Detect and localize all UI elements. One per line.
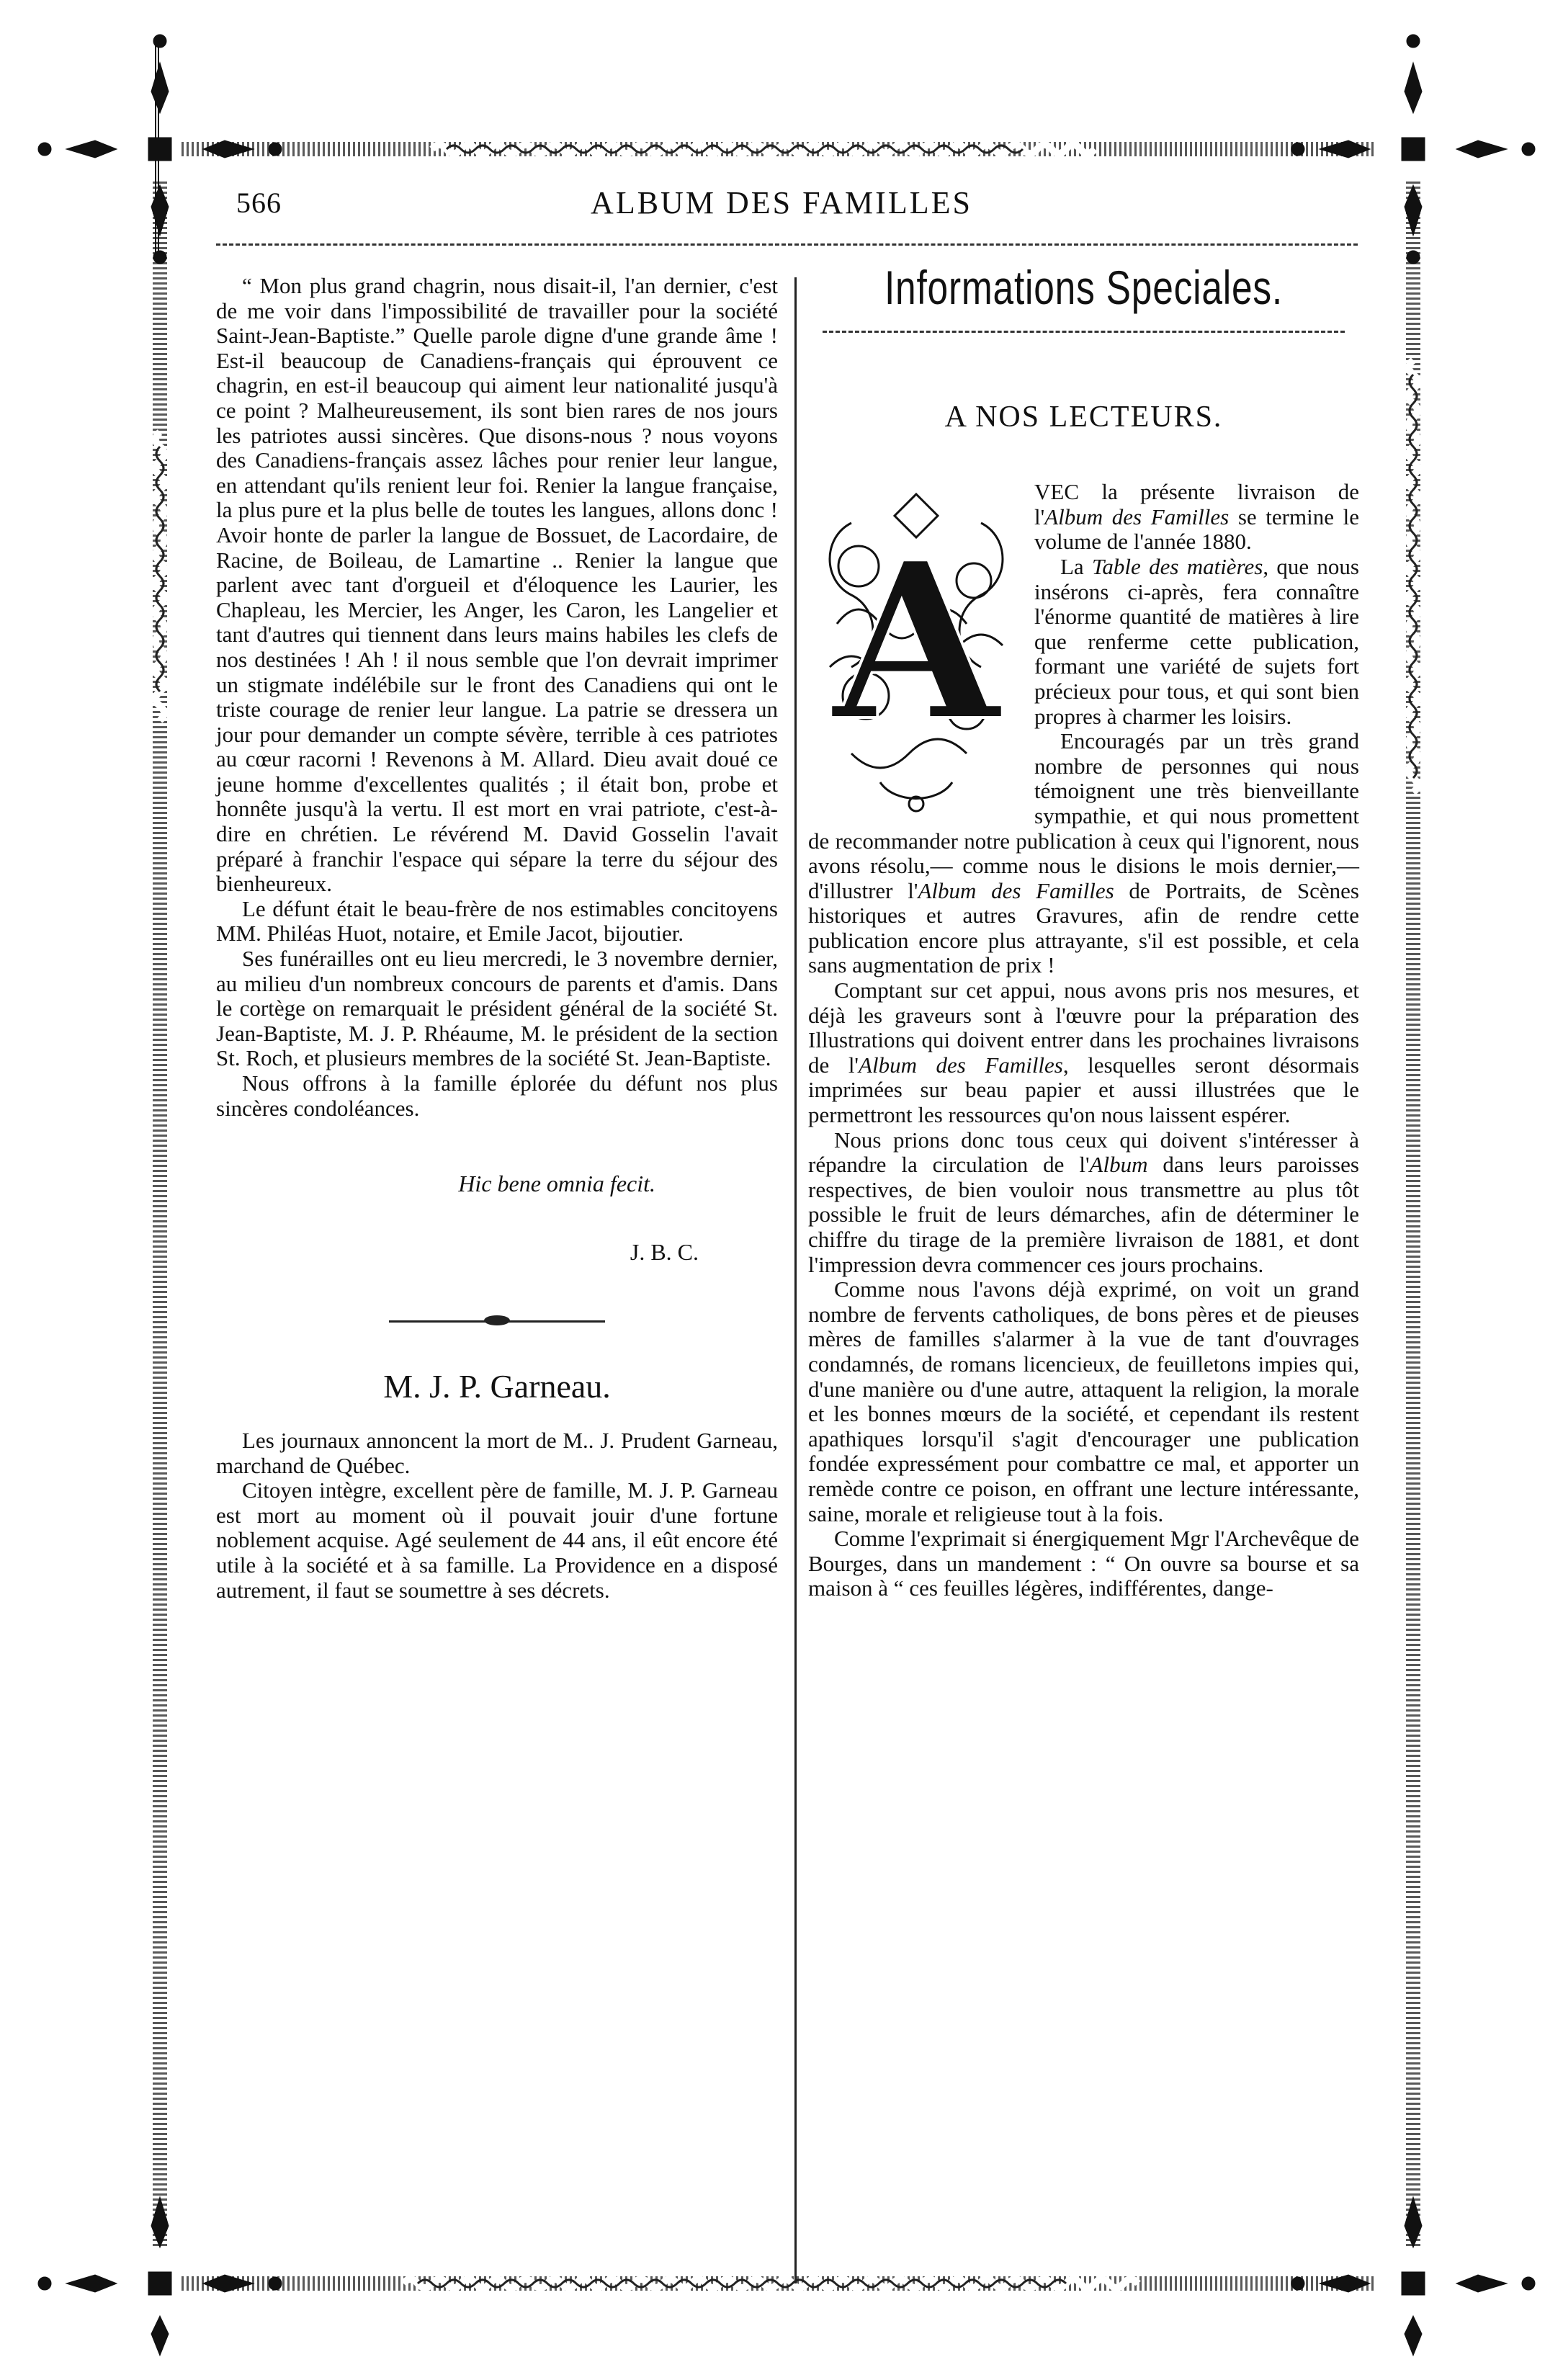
column-divider <box>794 277 797 2283</box>
obituary-paragraph-1: Les journaux annoncent la mort de M.. J. Prudent Garneau, marchand de Québec. <box>216 1427 778 1478</box>
right-paragraph-5: Comme nous l'avons déjà exprimé, on voit un grand nombre de fervents catholiques, de bons pères et de pieuses mères de familles s'alarmer à la vue de tant d'ouvrages condamnés, de romans licencieux, de feuilletons impies qui, d'une manière ou d'une autre, attaquent la religion, la morale et les bonnes mœurs de la société, et cependant ils restent apathiques lorsqu'il s'agit d'encourager une publication fondée expressément pour combattre ce mal, et apporter un remède contre ce poison, en offrant une lecture intéressante, saine, morale et religieuse tout à la fois. <box>808 1276 1359 1526</box>
obituary-title: M. J. P. Garneau. <box>383 1368 611 1405</box>
left-column <box>216 274 778 1603</box>
right-paragraph-2: Encouragés par un très grand nombre de personnes qui nous témoignent une très bienveillante sympathie, et qui nous promettent de recommander notre publication à ceux qui l'ignorent, nous avons résolu,— comme nous le disions le mois dernier,—d'illustrer l'Album des Familles de Portraits, de Scènes historiques et autres Gravures, afin de rendre cette publication encore plus attrayante, s'il est possible, et cela sans augmentation de prix ! <box>808 728 1359 978</box>
left-paragraph-1: “ Mon plus grand chagrin, nous disait-il, l'an dernier, c'est de me voir dans l'impossibilité de travailler pour la société Saint-Jean-Baptiste.” Quelle parole digne d'une grande âme ! Est-il beaucoup de Canadiens-français qui éprouvent ce chagrin, en est-il beaucoup qui aiment leur nationalité jusqu'à ce point ? Malheureusement, ils sont bien rares de nos jours les patriotes aussi sincères. Que disons-nous ? nous voyons des Canadiens-français assez lâches pour renier leur langue, en attendant qu'ils renient leur foi. Renier la langue française, la plus pure et la plus belle de toutes les langues, allons donc ! Avoir honte de parler la langue de Bossuet, de Lacordaire, de Racine, de Boileau, de Lamartine .. Renier la langue que parlent avec tant d'orgueil et d'éloquence les Laurier, les Chapleau, les Mercier, les Anger, les Caron, les Langelier et tant d'autres qui tiennent dans leurs mains habiles les clefs de nos destinées ! Ah ! il nous semble que l'on devrait imprimer un stigmate indélébile sur le front des Canadiens qui ont le triste courage de renier leur langue. La patrie se dressera un jour pour demander un compte sévère, terrible à ces patriotes au cœur racorni ! Revenons à M. Allard. Dieu avait doué ce jeune homme d'excellentes qualités ; il était bon, probe et honnête jusqu'à la vertu. Il est mort en vrai patriote, c'est-à-dire en chrétien. Le révérend M. David Gosselin l'avait préparé à franchir l'espace qui sépare la terre du séjour des bienheureux. <box>216 273 778 897</box>
dropcap-letter: A <box>832 514 1000 769</box>
author-initials: J. B. C. <box>630 1238 699 1265</box>
running-head: ALBUM DES FAMILLES <box>591 185 972 220</box>
right-column <box>808 261 1359 1601</box>
subsection-title: A NOS LECTEURS. <box>944 400 1223 434</box>
section-rule <box>823 331 1345 333</box>
header-rule <box>216 243 1358 246</box>
ornate-dropcap <box>808 480 1024 826</box>
left-paragraph-2: Le défunt était le beau-frère de nos estimables concitoyens MM. Philéas Huot, notaire, et Emile Jacot, bijoutier. <box>216 895 778 947</box>
obituary-paragraph-2: Citoyen intègre, excellent père de famille, M. J. P. Garneau est mort au moment où il pouvait jouir d'une fortune noblement acquise. Agé seulement de 44 ans, il eût encore été utile à la société et à sa famille. La Providence en a disposé autrement, il faut se soumettre à ses décrets. <box>216 1477 778 1603</box>
left-paragraph-4: Nous offrons à la famille éplorée du défunt nos plus sincères condoléances. <box>216 1070 778 1121</box>
dropcap-ornament-icon <box>808 480 1024 826</box>
page-number: 566 <box>236 187 282 219</box>
signoff-motto: Hic bene omnia fecit. <box>458 1171 655 1197</box>
lead-paragraph: VEC la présente livraison de l'Album des Familles se termine le volume de l'année 1880. <box>1034 479 1359 555</box>
right-paragraph-1: La Table des matières, que nous insérons ci-après, fera connaître l'énorme quantité de matières à lire que renferme cette publication, formant une variété de sujets fort précieux pour tous, et qui sont bien propres à charmer les loisirs. <box>1034 553 1359 729</box>
right-paragraph-4: Nous prions donc tous ceux qui doivent s'intéresser à répandre la circulation de l'Album dans leurs paroisses respectives, de bien vouloir nous transmettre au plus tôt possible le fruit de leurs démarches, afin de déterminer le chiffre du tirage de la première livraison de 1881, et dont l'impression devra commencer ces jours prochains. <box>808 1127 1359 1277</box>
right-paragraph-6: Comme l'exprimait si énergiquement Mgr l'Archevêque de Bourges, dans un mandement : “ On ouvre sa bourse et sa maison à “ ces feuilles légères, indifférentes, dange- <box>808 1526 1359 1601</box>
left-paragraph-3: Ses funérailles ont eu lieu mercredi, le 3 novembre dernier, au milieu d'un nombreux concours de parents et d'amis. Dans le cortège on remarquait le président général de la société St. Jean-Baptiste, M. J. P. Rhéaume, M. le président de la section St. Roch, et plusieurs membres de la société St. Jean-Baptiste. <box>216 946 778 1071</box>
ornamental-separator <box>389 1315 605 1328</box>
section-title: Informations Speciales. <box>884 261 1284 314</box>
right-paragraph-3: Comptant sur cet appui, nous avons pris nos mesures, et déjà les graveurs sont à l'œuvre pour la préparation des Illustrations qui doivent entrer dans les prochaines livraisons de l'Album des Familles, lesquelles seront désormais imprimées sur beau papier et aussi illustrées que le permettront les ressources qu'on nous laissent espérer. <box>808 978 1359 1128</box>
